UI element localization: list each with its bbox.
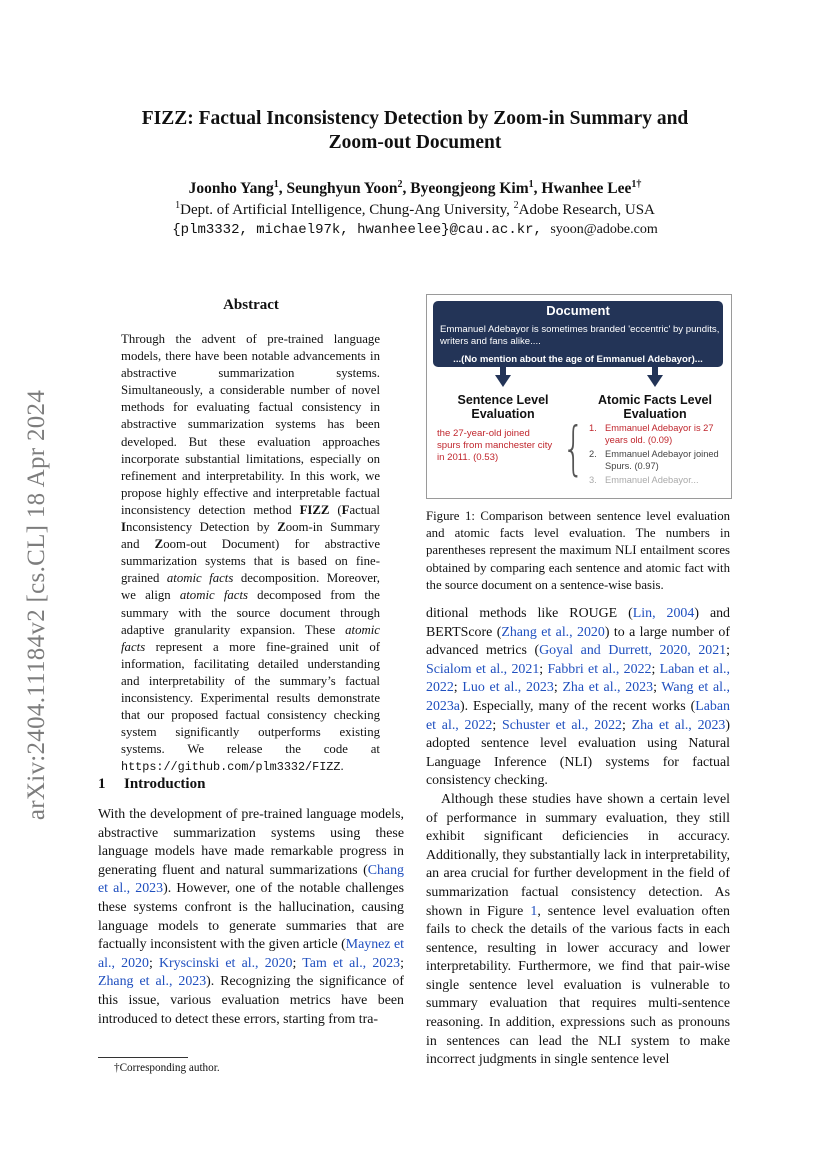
citation-link[interactable]: Lin, 2004 <box>632 606 695 621</box>
emphasis: atomic facts <box>166 571 234 586</box>
abstract-text: nconsistency Detection by <box>125 520 278 535</box>
affiliations <box>90 202 740 219</box>
paragraph <box>426 791 730 1070</box>
citation-link[interactable]: Maynez et al., 2020 <box>98 937 404 971</box>
introduction-body <box>98 806 404 1029</box>
brace-icon: { <box>562 414 585 482</box>
method-name: FIZZ <box>299 502 330 517</box>
footnote: †Corresponding author. <box>114 1062 220 1074</box>
abstract-heading: Abstract <box>223 297 279 313</box>
right-column-body <box>426 605 730 1070</box>
fact-number: 2. <box>589 449 597 459</box>
citation-link[interactable]: Fabbri et al., 2022 <box>547 661 652 677</box>
body-text: Although these studies have shown a certain level of performance in summary evaluation, they still exhibit significant deficiencies in accuracy. Additionally, they substantially lack in interpretability, an area crucial for further development in the field of summarization factual consistency detection. As shown in Figure <box>426 791 730 919</box>
fact-text: Emmanuel Adebayor is 27 years old. (0.09) <box>605 423 714 445</box>
separator: ; <box>492 717 502 733</box>
author-name: Hwanhee Lee <box>541 180 632 197</box>
citation-link[interactable]: Schuster et al., 2022 <box>502 717 622 733</box>
document-note: ...(No mention about the age of Emmanuel Adebayor)... <box>453 354 703 365</box>
author-list: Joonho Yang$^1$, Seunghyun Yoon$^2$, Byeongjeong Kim$^1$, Hwanhee Lee$^{1\dagger}$ <box>188 178 642 197</box>
body-text: ). Recognizing the significance of this issue, various evaluation metrics have been introduced to detect these errors, starting from tra- <box>98 974 404 1027</box>
citation-link[interactable]: Zhang et al., 2023 <box>98 974 207 990</box>
acronym-letter: I <box>121 520 126 535</box>
separator: ; <box>539 661 548 677</box>
separator: ; <box>148 955 159 971</box>
figure-reference-link[interactable]: 1 <box>530 903 538 919</box>
document-text: Emmanuel Adebayor is sometimes branded 'eccentric' by pundits, writers and fans alike.... <box>440 324 720 347</box>
body-text: ) adopted sentence level evaluation using Natural Language Inference (NLI) systems for factual consistency checking. <box>426 717 730 789</box>
body-text: With the development of pre-trained language models, abstractive summarization systems using these language models have made remarkable progress in generating fluent and natural summarizations ( <box>98 807 404 878</box>
footnote-rule <box>98 1057 188 1058</box>
fact-number: 3. <box>589 475 597 485</box>
citation-link[interactable]: Zha et al., 2023 <box>562 680 654 696</box>
body-text: ). However, one of the notable challenges these systems confront is the hallucination, causing language models to generate summaries that are factually inconsistent with the given article ( <box>98 881 404 953</box>
citation-link[interactable]: Tam et al., 2023 <box>302 955 401 971</box>
fact-number: 1. <box>589 423 597 433</box>
author-emails <box>90 222 740 238</box>
separator: ; <box>651 661 660 677</box>
citation-link[interactable]: Wang et al., 2023a <box>426 680 730 714</box>
author-affil-mark: 2 <box>397 178 403 190</box>
separator: ; <box>453 680 463 696</box>
heading-line: Evaluation <box>471 407 535 421</box>
affiliation-2: Adobe Research, USA <box>518 202 655 218</box>
section-heading-introduction <box>98 776 205 793</box>
acronym-letter: Z <box>154 537 164 552</box>
abstract-text: oom-in Summary and <box>121 520 380 552</box>
citation-link[interactable]: Scialom et al., 2021 <box>426 661 540 677</box>
separator: ; <box>621 717 632 733</box>
atomic-fact <box>589 475 725 487</box>
citation-link[interactable]: Goyal and Durrett, 2020, 2021 <box>539 643 727 659</box>
body-text: , sentence level evaluation often fails to check the details of the various facts in each sentence, resulting in lower accuracy and lower interpretability. Furthermore, we find that pair-wise single sentence level evaluation is vulnerable to summary evaluation that requires multi-sentence reasoning. In addition, expressions such as pronouns in sentences can lead the NLI system to make incorrect judgments in single sentence level <box>426 903 730 1068</box>
email-group[interactable]: {plm3332, michael97k, hwanheelee}@cau.ac.kr, <box>172 222 542 238</box>
emphasis: atomic facts <box>121 622 380 654</box>
affil-mark: 2 <box>513 200 519 211</box>
atomic-facts-list <box>589 423 725 490</box>
figure-1 <box>426 294 732 499</box>
affil-mark: 1 <box>175 200 181 211</box>
atomic-facts-level-heading <box>583 393 727 421</box>
arxiv-identifier <box>22 365 52 845</box>
emphasis: atomic facts <box>179 588 249 603</box>
email-adobe[interactable]: syoon@adobe.com <box>550 222 658 237</box>
acronym-letter: Z <box>277 520 286 535</box>
abstract-text: Through the advent of pre-trained language models, there have been notable advancements in abstractive summarization systems. Simultaneously, a considerable number of novel methods for evaluating factual consistency in abstractive summarization systems has been developed. But these evaluation approaches incorporate substantial limitations, especially on refinement and interpretability. In this work, we propose highly effective and interpretable factual inconsistency detection method <box>121 332 380 517</box>
abstract-text: ( <box>329 502 342 517</box>
acronym-letter: F <box>341 502 350 517</box>
author-affil-mark: 1 <box>273 178 279 190</box>
separator: ; <box>400 955 404 971</box>
sentence-level-heading <box>433 393 573 421</box>
paper-title <box>90 107 740 155</box>
fact-text: Emmanuel Adebayor... <box>605 475 699 485</box>
figure-caption: Figure 1: Comparison between sentence level evaluation and atomic facts level evaluation. The numbers in parentheses represent the maximum NLI entailment scores obtained by comparing each sentence and atomic fact with the source document on a sentence-wise basis. <box>426 509 730 592</box>
separator: ; <box>292 955 303 971</box>
citation-link[interactable]: Kryscinski et al., 2020 <box>158 955 293 971</box>
document-box <box>433 301 723 367</box>
heading-line: Sentence Level <box>457 393 549 407</box>
citation-link[interactable]: Laban et al., 2022 <box>426 661 730 696</box>
separator: ; <box>553 680 563 696</box>
document-title: Document <box>546 303 610 318</box>
abstract-text: oom-out Document) for abstractive summarization systems that is based on fine-grained <box>121 537 380 586</box>
author-affil-mark: 1† <box>631 178 642 190</box>
heading-line: Atomic Facts Level <box>598 393 712 407</box>
body-text: ditional methods like ROUGE ( <box>426 606 633 621</box>
citation-link[interactable]: Chang et al., 2023 <box>98 862 404 897</box>
atomic-fact <box>589 449 725 472</box>
summary-sentence: the 27-year-old joined spurs from manchester city in 2011. (0.53) <box>437 428 553 463</box>
abstract-text: decomposed from the summary with the source document through adaptive granularity expansion. These <box>121 588 380 637</box>
title-line-1: FIZZ: Factual Inconsistency Detection by Zoom-in Summary and <box>141 108 689 129</box>
separator: ; <box>726 643 730 659</box>
body-text: ) to a large number of advanced metrics ( <box>426 624 730 659</box>
fact-text: Emmanuel Adebayor joined Spurs. (0.97) <box>605 449 719 471</box>
abstract-body <box>121 331 380 776</box>
arxiv-identifier-text: arXiv:2404.11184v2 [cs.CL] 18 Apr 2024 <box>23 389 50 821</box>
body-text: ) and BERTScore ( <box>426 606 731 640</box>
abstract-text: decomposition. Moreover, we align <box>121 571 380 603</box>
citation-link[interactable]: Luo et al., 2023 <box>462 680 554 696</box>
code-url-link[interactable]: https://github.com/plm3332/FIZZ <box>121 760 341 775</box>
section-number: 1 <box>98 776 106 792</box>
citation-link[interactable]: Zha et al., 2023 <box>631 717 726 733</box>
body-text: ). Especially, many of the recent works ( <box>459 698 696 714</box>
separator: ; <box>653 680 662 696</box>
author-affil-mark: 1 <box>528 178 534 190</box>
author-name: Byeongjeong Kim <box>410 180 529 197</box>
title-line-2: Zoom-out Document <box>328 132 502 153</box>
author-name: Joonho Yang <box>188 180 274 197</box>
section-title: Introduction <box>124 776 206 792</box>
abstract-text: actual <box>349 502 380 517</box>
abstract-text: represent a more fine-grained unit of information, facilitating detailed understanding and interpretability of the summary’s factual inconsistency. Experimental results demonstrate that our proposed factual consistency checking system significantly outperforms existing systems. We release the code at <box>121 639 380 757</box>
heading-line: Evaluation <box>623 407 687 421</box>
citation-link[interactable]: Zhang et al., 2020 <box>501 624 605 640</box>
citation-link[interactable]: Laban et al., 2022 <box>426 698 730 733</box>
abstract-text: . <box>340 759 344 774</box>
author-name: Seunghyun Yoon <box>286 180 398 197</box>
atomic-fact <box>589 423 725 446</box>
affiliation-1: Dept. of Artificial Intelligence, Chung-Ang University, <box>180 202 514 218</box>
